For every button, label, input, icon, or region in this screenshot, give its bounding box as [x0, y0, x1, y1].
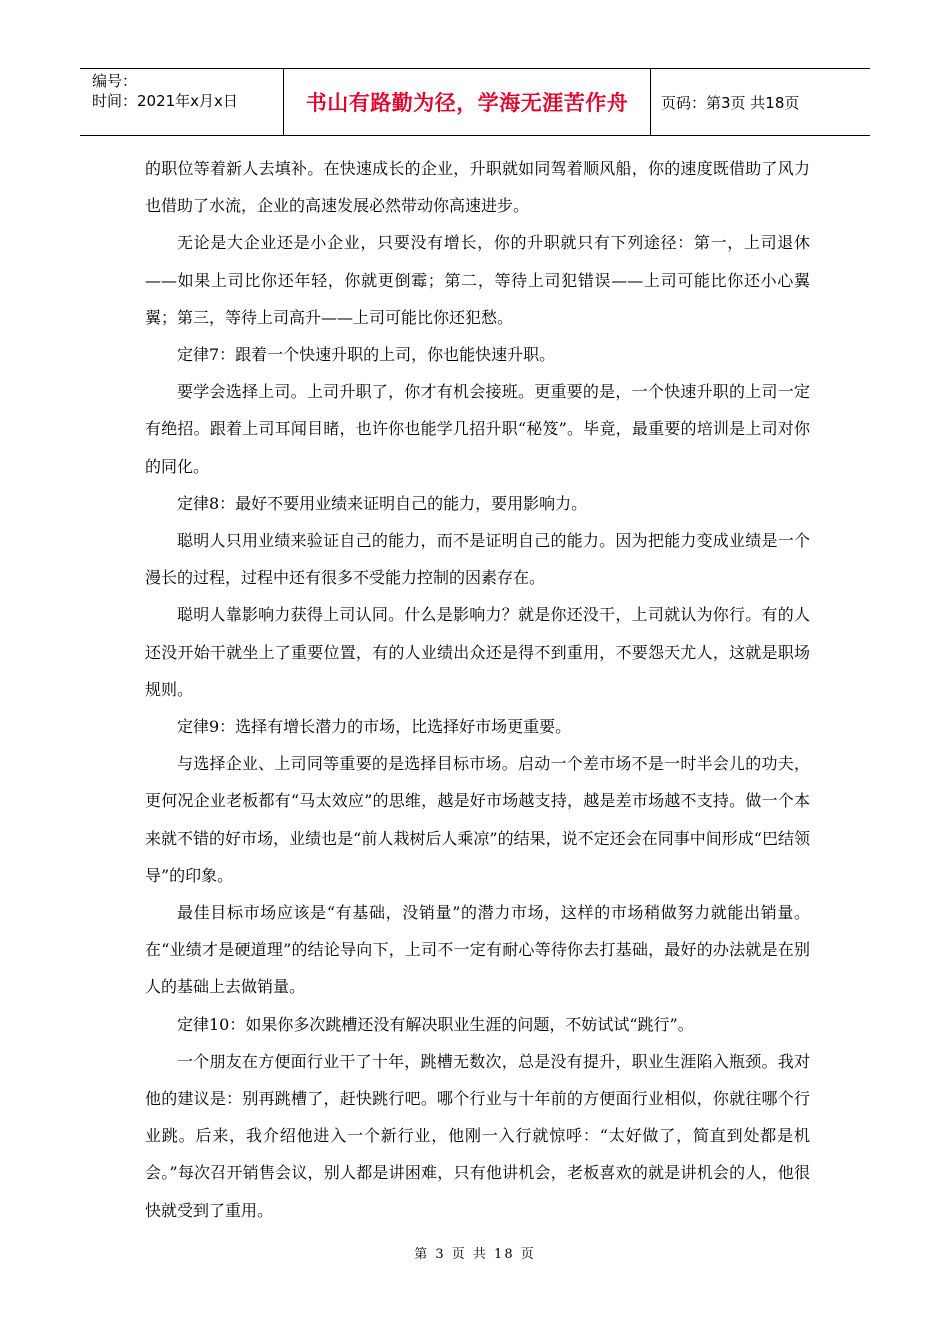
paragraph: 无论是大企业还是小企业，只要没有增长，你的升职就只有下列途径：第一，上司退休——如果上司比你还年轻，你就更倒霉；第二，等待上司犯错误——上司可能比你还小心翼翼；第三，等待上司高升——上司可能比你还犯愁。	[145, 233, 810, 327]
rule-heading: 定律8：最好不要用业绩来证明自己的能力，要用影响力。	[177, 493, 588, 513]
page-header	[80, 68, 870, 136]
rule-heading: 定律10：如果你多次跳槽还没有解决职业生涯的问题，不妨试试“跳行”。	[177, 1014, 694, 1034]
paragraph: 要学会选择上司。上司升职了，你才有机会接班。更重要的是，一个快速升职的上司一定有绝招。跟着上司耳闻目睹，也许你也能学几招升职“秘笈”。毕竟，最重要的培训是上司对你的同化。	[145, 382, 810, 476]
page-footer: 第 3 页 共 18 页	[414, 1247, 536, 1262]
header-motto: 书山有路勤为径，学海无涯苦作舟	[284, 69, 651, 135]
paragraph: 最佳目标市场应该是“有基础，没销量”的潜力市场，这样的市场稍做努力就能出销量。在“业绩才是硬道理”的结论导向下，上司不一定有耐心等待你去打基础，最好的办法就是在别人的基础上去做销量。	[145, 903, 810, 997]
paragraph: 聪明人靠影响力获得上司认同。什么是影响力？就是你还没干，上司就认为你行。有的人还没开始干就坐上了重要位置，有的人业绩出众还是得不到重用，不要怨天尤人，这就是职场规则。	[145, 605, 810, 699]
document-body	[145, 150, 810, 1229]
document-number-label: 编号：	[92, 72, 138, 90]
header-meta	[80, 69, 284, 135]
paragraph: 聪明人只用业绩来验证自己的能力，而不是证明自己的能力。因为把能力变成业绩是一个漫长的过程，过程中还有很多不受能力控制的因素存在。	[145, 531, 810, 588]
paragraph: 一个朋友在方便面行业干了十年，跳槽无数次，总是没有提升，职业生涯陷入瓶颈。我对他的建议是：别再跳槽了，赶快跳行吧。哪个行业与十年前的方便面行业相似，你就往哪个行业跳。后来，我介绍他进入一个新行业，他刚一入行就惊呼：“太好做了，简直到处都是机会。”每次召开销售会议，别人都是讲困难，只有他讲机会，老板喜欢的就是讲机会的人，他很快就受到了重用。	[145, 1051, 810, 1220]
rule-heading: 定律9：选择有增长潜力的市场，比选择好市场更重要。	[177, 717, 572, 737]
paragraph: 与选择企业、上司同等重要的是选择目标市场。启动一个差市场不是一时半会儿的功夫，更何况企业老板都有“马太效应”的思维，越是好市场越支持，越是差市场越不支持。做一个本来就不错的好市场，业绩也是“前人栽树后人乘凉”的结果，说不定还会在同事中间形成“巴结领导”的印象。	[145, 754, 810, 885]
document-date: 时间：2021年x月x日	[92, 92, 238, 110]
paragraph: 的职位等着新人去填补。在快速成长的企业，升职就如同驾着顺风船，你的速度既借助了风力也借助了水流，企业的高速发展必然带动你高速进步。	[145, 159, 810, 216]
header-page-info: 页码：第3页 共18页	[661, 93, 800, 112]
rule-heading: 定律7：跟着一个快速升职的上司，你也能快速升职。	[177, 345, 556, 365]
